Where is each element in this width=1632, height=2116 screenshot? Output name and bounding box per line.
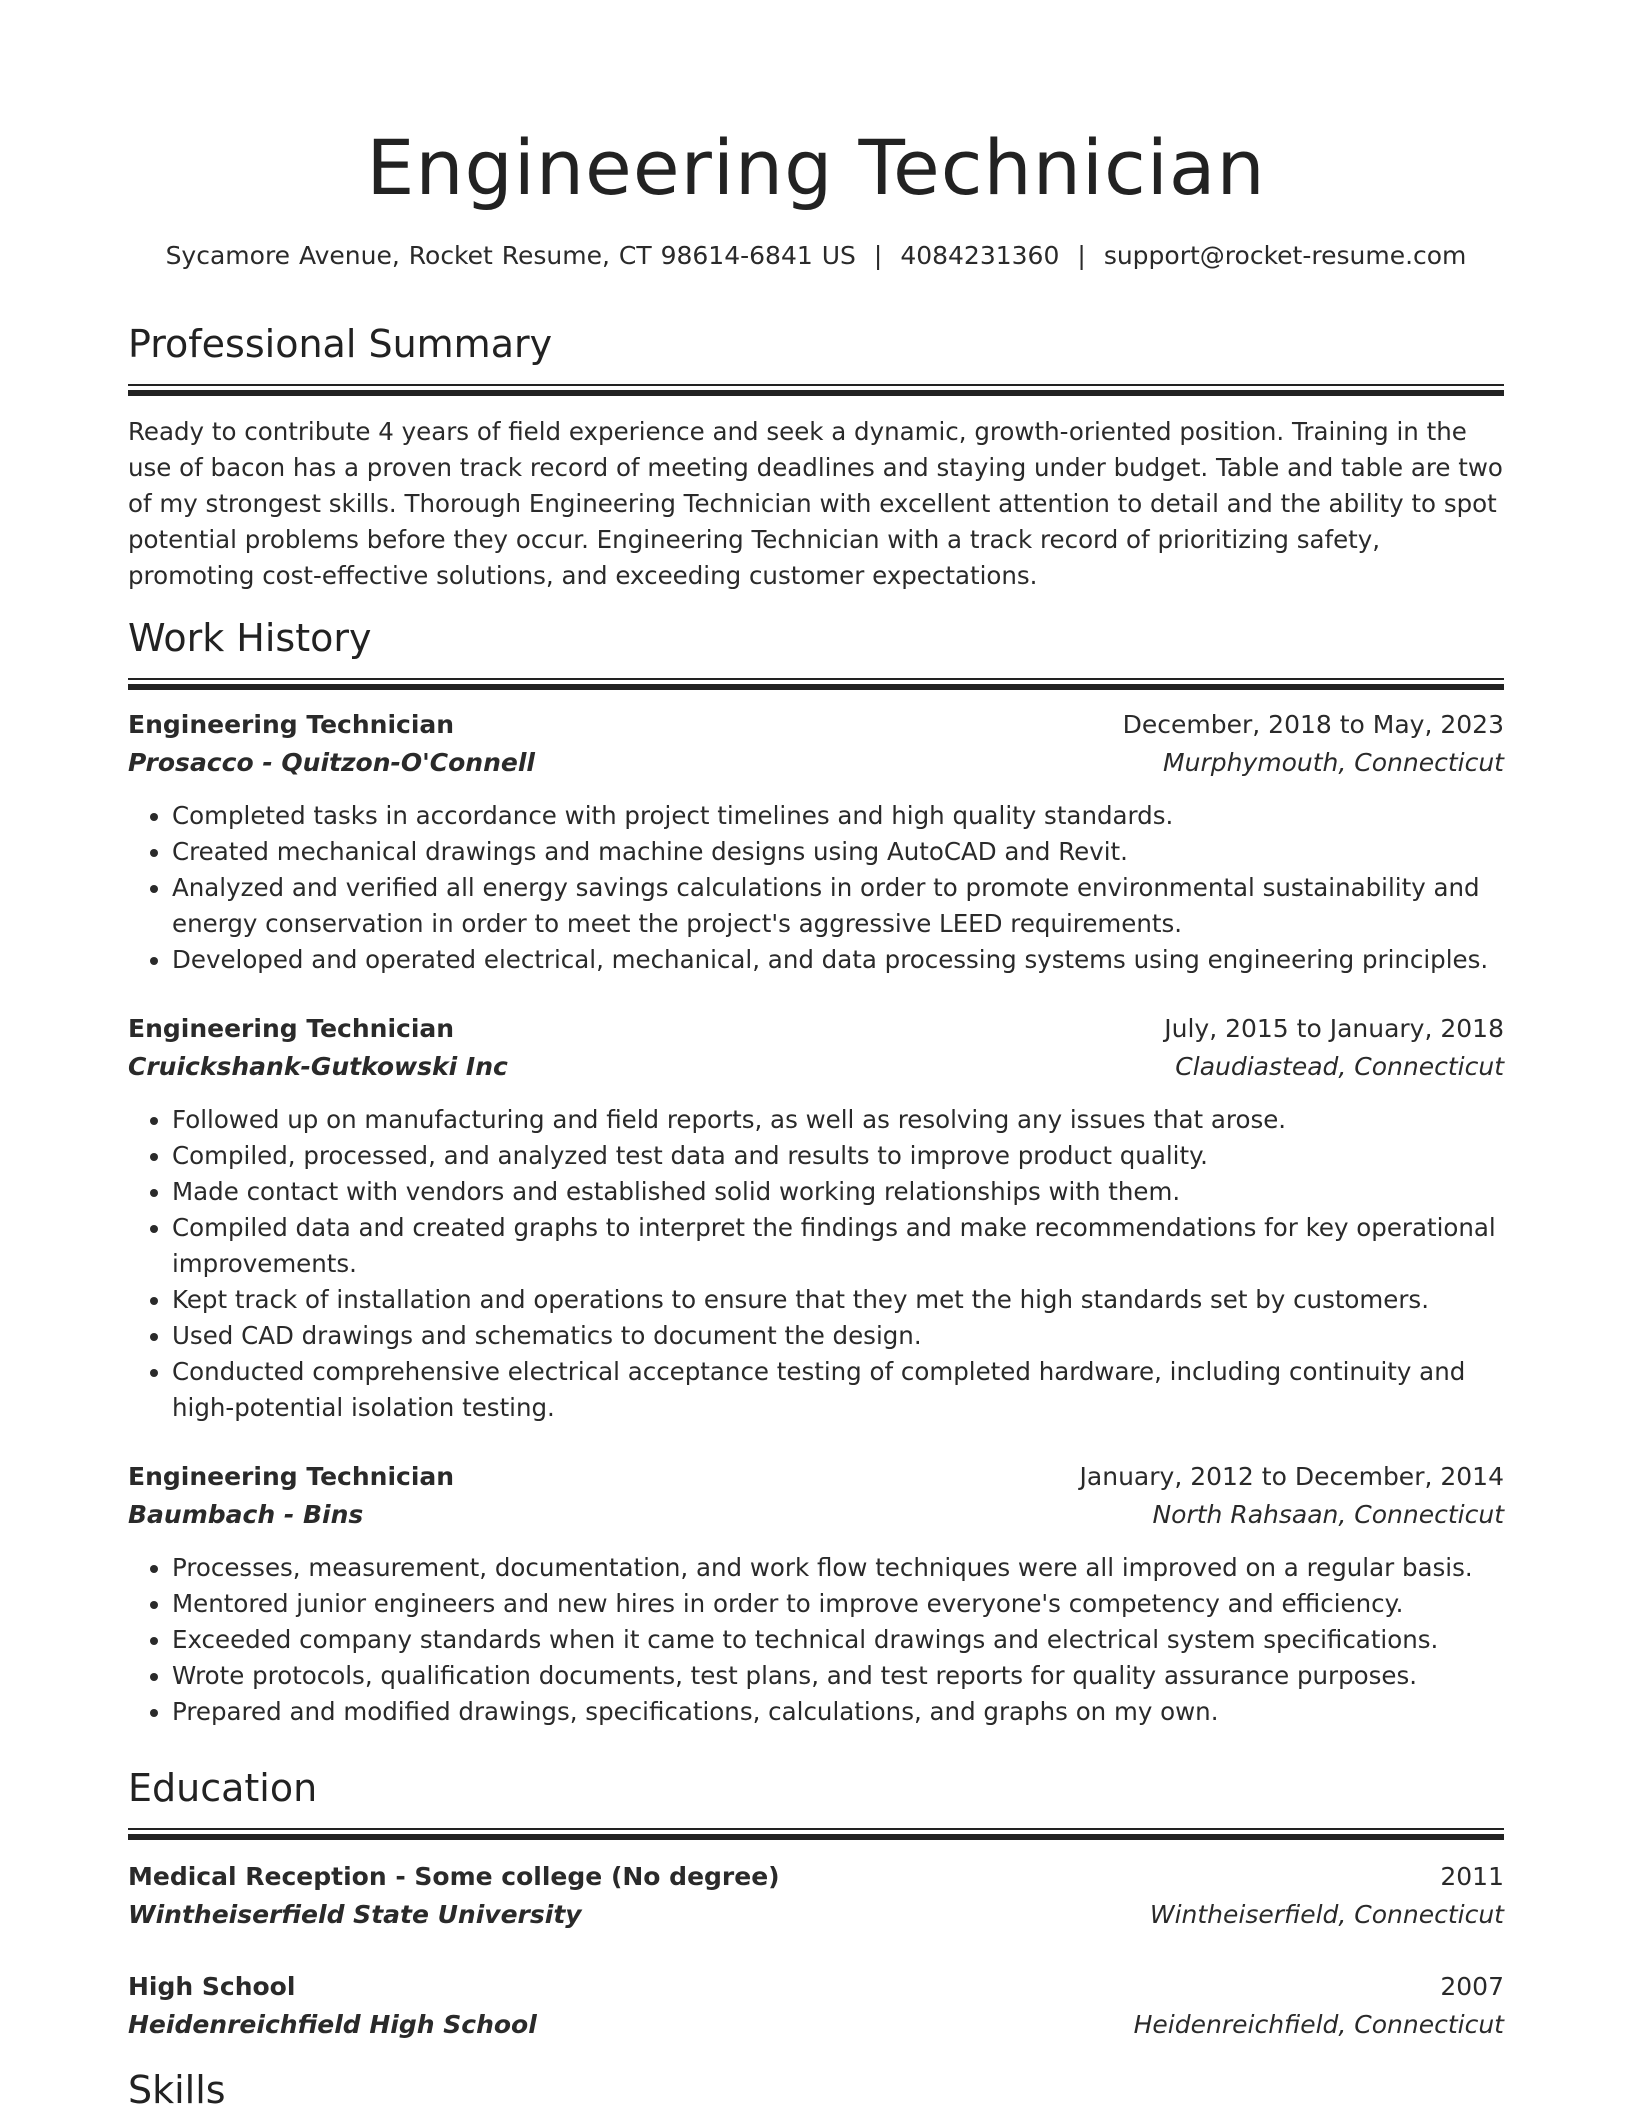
job-bullet: • Made contact with vendors and established solid working relationships with them. — [172, 1174, 1504, 1210]
section-divider — [128, 384, 1504, 396]
job-dates: January, 2012 to December, 2014 — [1079, 1462, 1504, 1491]
job-company: Cruickshank-Gutkowski Inc — [128, 1052, 508, 1081]
job-company-row — [128, 1048, 1504, 1086]
job-bullet: • Followed up on manufacturing and field reports, as well as resolving any issues that arose. — [172, 1102, 1504, 1138]
job-dates: July, 2015 to January, 2018 — [1164, 1014, 1504, 1043]
education-header-row — [128, 1858, 1504, 1896]
job-header-row — [128, 1458, 1504, 1496]
education-school: Heidenreichfield High School — [128, 2010, 537, 2039]
resume-name: Engineering Technician — [366, 123, 1266, 212]
summary-section — [128, 318, 1504, 594]
work-history-section — [128, 612, 1504, 1730]
summary-text: Ready to contribute 4 years of field experience and seek a dynamic, growth-oriented position. Training in the use of bacon has a proven track record of meeting deadlines and staying under budget. Table and table are two of my strongest skills. Thorough Engineering Technician with excellent attention to detail and the ability to spot potential problems before they occur. Engineering Technician with a track record of prioritizing safety, promoting cost-effective solutions, and exceeding customer expectations. — [128, 417, 1503, 590]
job-bullets — [128, 1102, 1504, 1426]
job-bullet: • Mentored junior engineers and new hires in order to improve everyone's competency and efficiency. — [172, 1586, 1504, 1622]
education-degree: High School — [128, 1972, 296, 2001]
job-bullet: • Used CAD drawings and schematics to document the design. — [172, 1318, 1504, 1354]
job-bullet: • Compiled data and created graphs to interpret the findings and make recommendations for key operational improvements. — [172, 1210, 1504, 1282]
job-bullet: • Conducted comprehensive electrical acceptance testing of completed hardware, including continuity and high-potential isolation testing. — [172, 1354, 1504, 1426]
section-title-summary: Professional Summary — [128, 322, 553, 366]
job-bullet: • Kept track of installation and operations to ensure that they met the high standards set by customers. — [172, 1282, 1504, 1318]
job-location: Murphymouth, Connecticut — [1163, 748, 1504, 777]
job-entry — [128, 706, 1504, 978]
education-section — [128, 1762, 1504, 2044]
contact-phone: 4084231360 — [900, 241, 1060, 270]
education-entry — [128, 1968, 1504, 2044]
education-school-row — [128, 1896, 1504, 1934]
job-location: North Rahsaan, Connecticut — [1152, 1500, 1504, 1529]
job-bullets — [128, 1550, 1504, 1730]
contact-separator: | — [873, 241, 883, 270]
education-entry — [128, 1858, 1504, 1934]
contact-address: Sycamore Avenue, Rocket Resume, CT 98614-6841 US — [165, 241, 856, 270]
education-header-row — [128, 1968, 1504, 2006]
education-year: 2011 — [1440, 1862, 1504, 1891]
education-location: Wintheiserfield, Connecticut — [1149, 1900, 1504, 1929]
job-company-row — [128, 744, 1504, 782]
education-location: Heidenreichfield, Connecticut — [1133, 2010, 1504, 2039]
job-company-row — [128, 1496, 1504, 1534]
job-bullets — [128, 798, 1504, 978]
education-school: Wintheiserfield State University — [128, 1900, 582, 1929]
job-bullet: • Exceeded company standards when it came to technical drawings and electrical system specifications. — [172, 1622, 1504, 1658]
contact-line — [128, 238, 1504, 274]
job-bullet: • Developed and operated electrical, mechanical, and data processing systems using engineering principles. — [172, 942, 1504, 978]
contact-separator: | — [1077, 241, 1086, 270]
section-divider — [128, 678, 1504, 690]
job-bullet: • Prepared and modified drawings, specifications, calculations, and graphs on my own. — [172, 1694, 1504, 1730]
education-school-row — [128, 2006, 1504, 2044]
job-title: Engineering Technician — [128, 1014, 455, 1043]
job-bullet: • Compiled, processed, and analyzed test data and results to improve product quality. — [172, 1138, 1504, 1174]
section-title-work-history: Work History — [128, 616, 372, 660]
education-year: 2007 — [1440, 1972, 1504, 2001]
job-header-row — [128, 1010, 1504, 1048]
job-bullet: • Completed tasks in accordance with project timelines and high quality standards. — [172, 798, 1504, 834]
job-entry — [128, 1010, 1504, 1426]
job-bullet: • Processes, measurement, documentation, and work flow techniques were all improved on a regular basis. — [172, 1550, 1504, 1586]
job-title: Engineering Technician — [128, 710, 455, 739]
job-location: Claudiastead, Connecticut — [1175, 1052, 1504, 1081]
section-title-skills: Skills — [128, 2068, 226, 2112]
job-header-row — [128, 706, 1504, 744]
job-entry — [128, 1458, 1504, 1730]
job-company: Prosacco - Quitzon-O'Connell — [128, 748, 535, 777]
job-bullet: • Wrote protocols, qualification documents, test plans, and test reports for quality assurance purposes. — [172, 1658, 1504, 1694]
skills-section — [128, 2064, 1504, 2116]
job-dates: December, 2018 to May, 2023 — [1122, 710, 1504, 739]
education-degree: Medical Reception - Some college (No degree) — [128, 1862, 780, 1891]
section-divider — [128, 1828, 1504, 1840]
job-bullet: • Analyzed and verified all energy savings calculations in order to promote environmental sustainability and energy conservation in order to meet the project's aggressive LEED requirements. — [172, 870, 1504, 942]
contact-email: support@rocket-resume.com — [1103, 241, 1467, 270]
job-company: Baumbach - Bins — [128, 1500, 364, 1529]
job-bullet: • Created mechanical drawings and machine designs using AutoCAD and Revit. — [172, 834, 1504, 870]
section-title-education: Education — [128, 1766, 318, 1810]
job-title: Engineering Technician — [128, 1462, 455, 1491]
